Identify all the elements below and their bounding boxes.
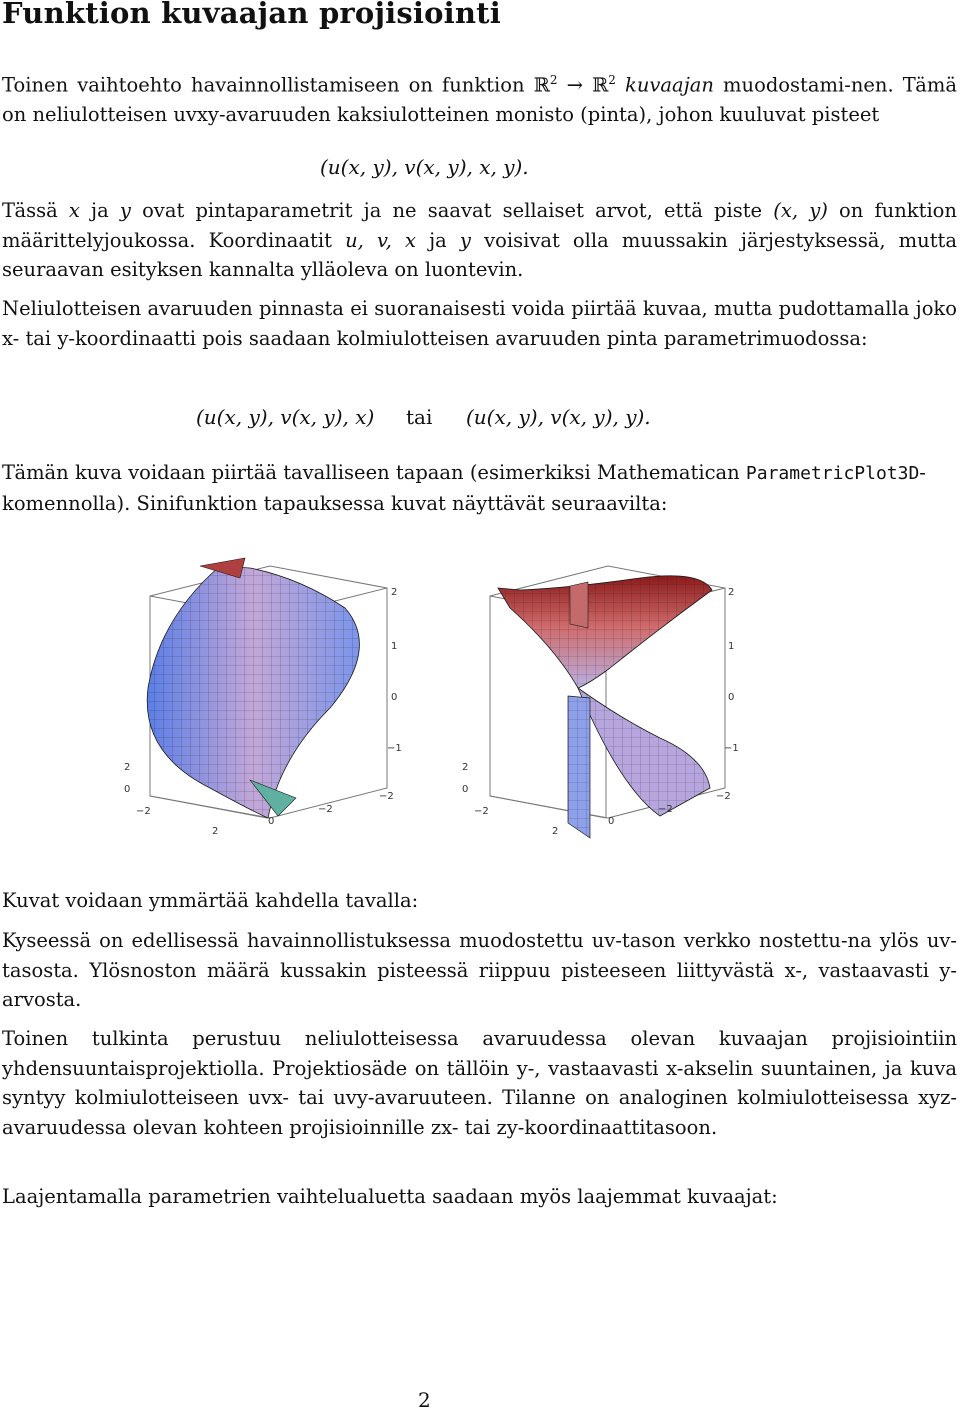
paragraph-extension: Laajentamalla parametrien vaihtelualuetta saadaan myös laajemmat kuvaajat:	[2, 1185, 778, 1208]
left-tick-z-1: 1	[391, 641, 398, 652]
left-tick-z-2: 0	[391, 692, 398, 703]
paragraph-first-interpretation: Kyseessä on edellisessä havainnollistuksessa muodostettu uv-tason verkko nostettu-na ylös uv-tasosta. Ylösnoston määrä kussakin pisteessä riippuu pisteeseen liittyvästä x-, vastaavasti y-arvosta.	[2, 929, 957, 1011]
right-plot	[490, 566, 725, 838]
left-tick-z-3: −1	[387, 743, 402, 754]
right-tick-z-4: −2	[716, 791, 731, 802]
right-top-flap	[570, 582, 588, 628]
right-tick-z-1: 1	[728, 641, 735, 652]
right-tick-z-3: −1	[724, 743, 739, 754]
surface-plots-figure	[100, 548, 920, 868]
right-tick-side-1: 0	[462, 784, 469, 795]
left-tick-side-1: 0	[124, 784, 131, 795]
left-plot	[147, 558, 387, 818]
paragraph-second-interpretation: Toinen tulkinta perustuu neliulotteisessa avaruudessa olevan kuvaajan projisiointiin yhdensuuntaisprojektiolla. Projektiosäde on tällöin y-, vastaavasti x-akselin suuntainen, ja kuva syntyy kolmiulotteiseen uvx- tai uvy-avaruuteen. Tilanne on analoginen kolmiulotteisessa xyz-avaruudessa olevan kohteen projisioinnille zx- tai zy-koordinaattitasoon.	[2, 1027, 957, 1139]
left-ticks-side	[124, 762, 151, 817]
paragraph-projection: Neliulotteisen avaruuden pinnasta ei suoranaisesti voida piirtää kuvaa, mutta pudottamalla joko x- tai y-koordinaatti pois saadaan kolmiulotteisen avaruuden pinta parametrimuodossa:	[2, 297, 957, 350]
right-tick-z-0: 2	[728, 587, 735, 598]
equation-right: (u(x, y), v(x, y), y).	[466, 405, 651, 429]
right-tick-bottom-0: 2	[552, 826, 559, 837]
left-tick-bottom-0: 2	[212, 826, 219, 837]
right-ticks-z	[716, 587, 739, 802]
left-tick-z-4: −2	[379, 791, 394, 802]
right-tick-z-2: 0	[728, 692, 735, 703]
paragraph-parameters: Tässä x ja y ovat pintaparametrit ja ne saavat sellaiset arvot, että piste (x, y) on funktion määrittelyjoukossa. Koordinaatit u, v, x ja y voisivat olla muussakin järjestyksessä, mutta seuraavan esityksen kannalta ylläoleva on luontevin.	[2, 199, 957, 281]
right-tick-side-2: −2	[474, 806, 489, 817]
right-tick-side-0: 2	[462, 762, 469, 773]
page-title: Funktion kuvaajan projisiointi	[2, 0, 501, 30]
left-tick-bottom-2: −2	[318, 804, 333, 815]
page-number: 2	[418, 1388, 431, 1412]
paragraph-two-ways: Kuvat voidaan ymmärtää kahdella tavalla:	[2, 889, 419, 912]
left-tick-side-2: −2	[136, 806, 151, 817]
equation-left: (u(x, y), v(x, y), x)	[196, 405, 375, 429]
right-ticks-side	[462, 762, 489, 817]
left-tick-z-0: 2	[391, 587, 398, 598]
paragraph-mathematica: Tämän kuva voidaan piirtää tavalliseen tapaan (esimerkiksi Mathematican ParametricPlot3D-komennolla). Sinifunktion tapauksessa kuvat näyttävät seuraavilta:	[2, 461, 926, 515]
left-tick-bottom-1: 0	[268, 816, 275, 827]
paragraph-intro: Toinen vaihtoehto havainnollistamiseen on funktion ℝ$^2$ → ℝ$^2$ kuvaajan muodostami-nen. Tämä on neliulotteisen uvxy-avaruuden kaksiulotteinen monisto (pinta), johon kuuluvat pisteet	[2, 73, 957, 126]
left-tick-side-0: 2	[124, 762, 131, 773]
equation-point: (u(x, y), v(x, y), x, y).	[320, 155, 529, 179]
left-ticks-z	[379, 587, 402, 802]
right-tick-bottom-1: 0	[608, 816, 615, 827]
equation-or: tai	[406, 405, 433, 429]
right-tick-bottom-2: −2	[658, 804, 673, 815]
